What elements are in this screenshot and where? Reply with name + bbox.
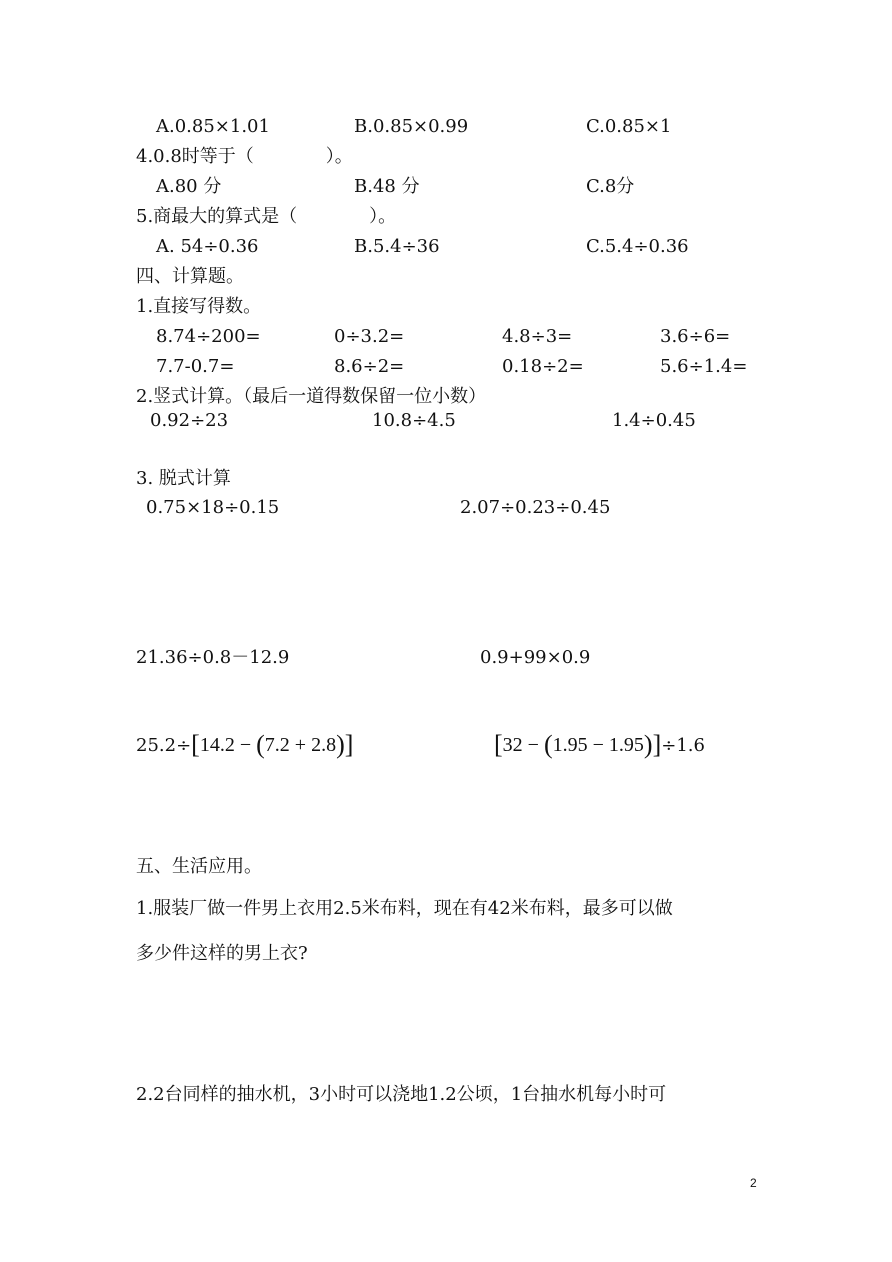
- direct-item: 7.7-0.7=: [156, 356, 235, 377]
- section-title: 五、生活应用。: [136, 856, 262, 877]
- problem-2-line-1: 2.2台同样的抽水机，3小时可以浇地1.2公顷，1台抽水机每小时可: [136, 1084, 667, 1105]
- stepwise-item: 21.36÷0.8－12.9: [136, 647, 290, 668]
- option-c: C.5.4÷0.36: [586, 236, 689, 257]
- option-b: B.0.85×0.99: [354, 116, 469, 137]
- option-c: C.0.85×1: [586, 116, 672, 137]
- expression-prefix: 25.2÷: [136, 735, 192, 756]
- vertical-item: 0.92÷23: [150, 410, 229, 431]
- vertical-item: 1.4÷0.45: [612, 410, 696, 431]
- direct-item: 4.8÷3=: [502, 326, 573, 347]
- problem-1-line-2: 多少件这样的男上衣?: [136, 943, 308, 964]
- stepwise-item: [494, 730, 705, 759]
- subsection-title: 3. 脱式计算: [136, 468, 231, 489]
- direct-item: 3.6÷6=: [660, 326, 731, 347]
- option-b: B.5.4÷36: [354, 236, 440, 257]
- direct-item: 8.6÷2=: [334, 356, 405, 377]
- option-c: C.8分: [586, 176, 635, 197]
- problem-1-line-1: 1.服装厂做一件男上衣用2.5米布料，现在有42米布料，最多可以做: [136, 898, 673, 919]
- expression-suffix: ÷1.6: [661, 735, 705, 756]
- question-5: 5.商最大的算式是（ ）。: [136, 206, 397, 227]
- option-a: A.80 分: [156, 176, 222, 197]
- stepwise-item: [136, 730, 354, 759]
- direct-item: 0÷3.2=: [334, 326, 405, 347]
- direct-item: 5.6÷1.4=: [660, 356, 748, 377]
- stepwise-item: 2.07÷0.23÷0.45: [460, 497, 611, 518]
- option-b: B.48 分: [354, 176, 420, 197]
- subsection-title: 1.直接写得数。: [136, 296, 262, 317]
- math-expression: [32 − (1.95 − 1.95)]: [494, 730, 662, 759]
- stepwise-item: 0.75×18÷0.15: [146, 497, 280, 518]
- direct-item: 0.18÷2=: [502, 356, 584, 377]
- vertical-item: 10.8÷4.5: [372, 410, 456, 431]
- stepwise-item: 0.9+99×0.9: [480, 647, 591, 668]
- page-number: 2: [750, 1176, 757, 1190]
- subsection-title: 2.竖式计算。（最后一道得数保留一位小数）: [136, 386, 487, 407]
- section-title: 四、计算题。: [136, 266, 244, 287]
- math-expression: [14.2 − (7.2 + 2.8)]: [191, 730, 354, 759]
- option-a: A. 54÷0.36: [156, 236, 259, 257]
- option-a: A.0.85×1.01: [156, 116, 270, 137]
- question-4: 4.0.8时等于（ ）。: [136, 146, 353, 167]
- direct-item: 8.74÷200=: [156, 326, 261, 347]
